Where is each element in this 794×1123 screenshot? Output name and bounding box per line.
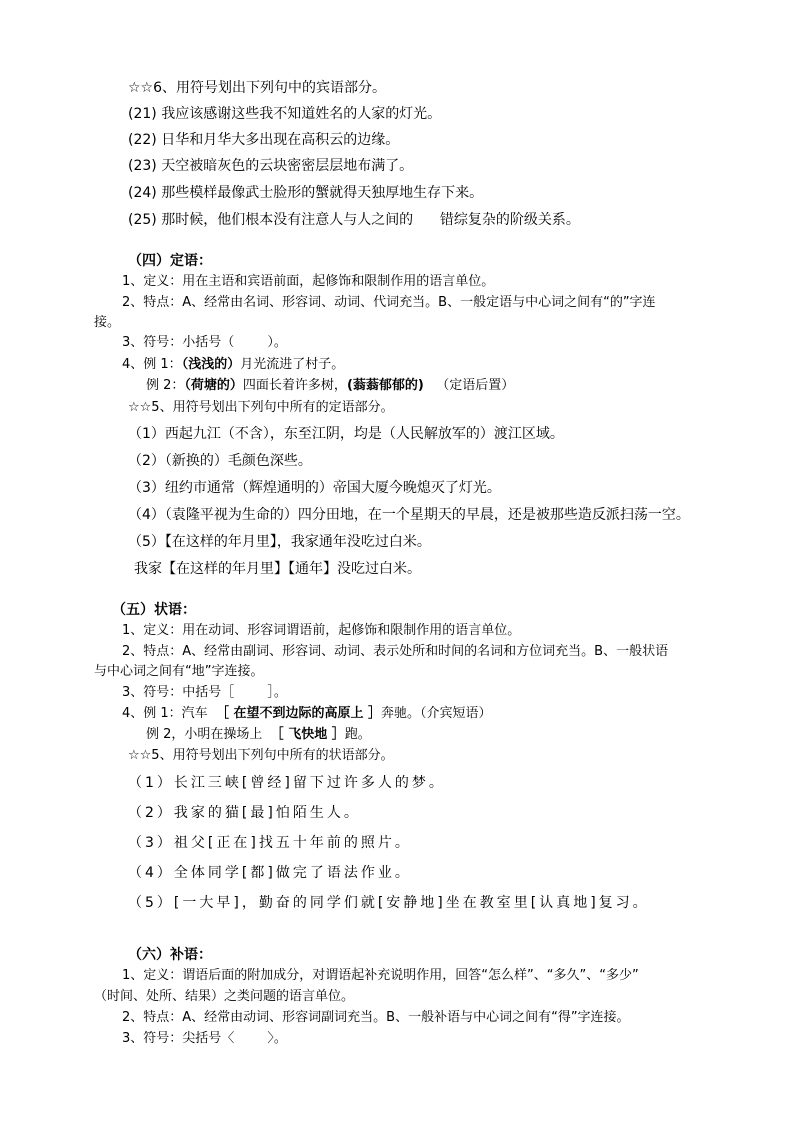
feature-text: 2、特点：A、经常由副词、形容词、动词、表示处所和时间的名词和方位词充当。B、一般状语 — [122, 644, 669, 659]
example-adverbial-mark: ［ 在望不到边际的高原上 ］ — [215, 706, 382, 721]
list-item: （4）全体同学[都]做完了语法作业。 — [128, 865, 412, 881]
example-text: 奔驰。（介宾短语） — [381, 706, 492, 721]
list-item: (23) 天空被暗灰色的云块密密层层地布满了。 — [128, 158, 414, 174]
example-text: 跑。 — [344, 727, 371, 742]
exercise-title-objects: ☆☆6、用符号划出下列句中的宾语部分。 — [128, 80, 387, 96]
definition-text: 1、定义：用在动词、形容词谓语前，起修饰和限制作用的语言单位。 — [122, 623, 521, 638]
example-adverbial-mark: ［ 飞快地 ］ — [270, 727, 345, 742]
feature-text-continued: 与中心词之间有“地”字连接。 — [94, 664, 264, 679]
list-item: （2）我家的猫[最]怕陌生人。 — [128, 805, 361, 821]
example-label: 例 2： — [146, 378, 185, 393]
list-item: （5）[一大早]，勤奋的同学们就[安静地]坐在教室里[认真地]复习。 — [128, 895, 650, 911]
list-item: (24) 那些模样最像武士脸形的蟹就得天独厚地生存下来。 — [128, 185, 484, 201]
example-text: 四面长着许多树， — [242, 378, 347, 393]
list-item: （1）西起九江（不含），东至江阴，均是（人民解放军的）渡江区域。 — [128, 426, 564, 442]
feature-text: 2、特点：A、经常由名词、形容词、动词、代词充当。B、一般定语与中心词之间有“的”字连 — [122, 295, 656, 310]
definition-text: 1、定义：用在主语和宾语前面，起修饰和限制作用的语言单位。 — [122, 274, 495, 289]
list-item: (25) 那时候，他们根本没有注意人与人之间的 错综复杂的阶级关系。 — [128, 212, 580, 228]
example-1 — [122, 357, 344, 373]
section-heading-adverbial: （五）状语： — [112, 602, 196, 618]
feature-text: 2、特点：A、经常由动词、形容词副词充当。B、一般补语与中心词之间有“得”字连接。 — [122, 1010, 630, 1025]
example-label: 4、例 1：汽车 — [122, 706, 216, 721]
definition-text: 1、定义：谓语后面的附加成分，对谓语起补充说明作用，回答“怎么样”、“多久”、“多少” — [122, 968, 639, 983]
list-item: （3）纽约市通常（辉煌通明的）帝国大厦今晚熄灭了灯光。 — [128, 480, 501, 496]
symbol-text: 3、符号：中括号［ ］。 — [122, 685, 287, 700]
definition-text-continued: （时间、处所、结果）之类问题的语言单位。 — [94, 989, 355, 1004]
list-item: （1）长江三峡[曾经]留下过许多人的梦。 — [128, 775, 446, 791]
list-item: （2）（新换的）毛颜色深些。 — [128, 453, 312, 469]
example-attributive-mark: （荷塘的） — [184, 378, 243, 393]
exercise-title-attributive: ☆☆5、用符号划出下列句中所有的定语部分。 — [128, 400, 394, 415]
example-text: 月光流进了村子。 — [240, 357, 345, 372]
example-2 — [146, 378, 514, 394]
example-1 — [122, 706, 492, 722]
list-item: （4）（袁隆平视为生命的）四分田地，在一个星期天的早晨，还是被那些造反派扫荡一空。 — [128, 507, 690, 523]
example-label: 例 2，小明在操场上 — [146, 727, 271, 742]
example-attributive-mark: (蓊蓊郁郁的) — [346, 378, 424, 393]
list-item-extra: 我家【在这样的年月里】【通年】没吃过白米。 — [134, 561, 421, 577]
list-item: （5）【在这样的年月里】，我家通年没吃过白米。 — [128, 534, 431, 550]
exercise-title-adverbial: ☆☆5、用符号划出下列句中所有的状语部分。 — [128, 748, 394, 763]
example-note: （定语后置） — [423, 378, 515, 393]
symbol-text: 3、符号：小括号（ ）。 — [122, 335, 287, 350]
section-heading-complement: （六）补语： — [128, 947, 212, 963]
example-2 — [146, 727, 371, 743]
list-item: （3）祖父[正在]找五十年前的照片。 — [128, 835, 412, 851]
list-item: (21) 我应该感谢这些我不知道姓名的人家的灯光。 — [128, 106, 442, 122]
list-item: (22) 日华和月华大多出现在高积云的边缘。 — [128, 132, 400, 148]
feature-text-continued: 接。 — [94, 315, 121, 330]
example-attributive-mark: （浅浅的） — [181, 357, 241, 372]
section-heading-attributive: （四）定语： — [128, 253, 212, 269]
example-label: 4、例 1： — [122, 357, 182, 372]
symbol-text: 3、符号：尖括号〈 〉。 — [122, 1031, 287, 1046]
